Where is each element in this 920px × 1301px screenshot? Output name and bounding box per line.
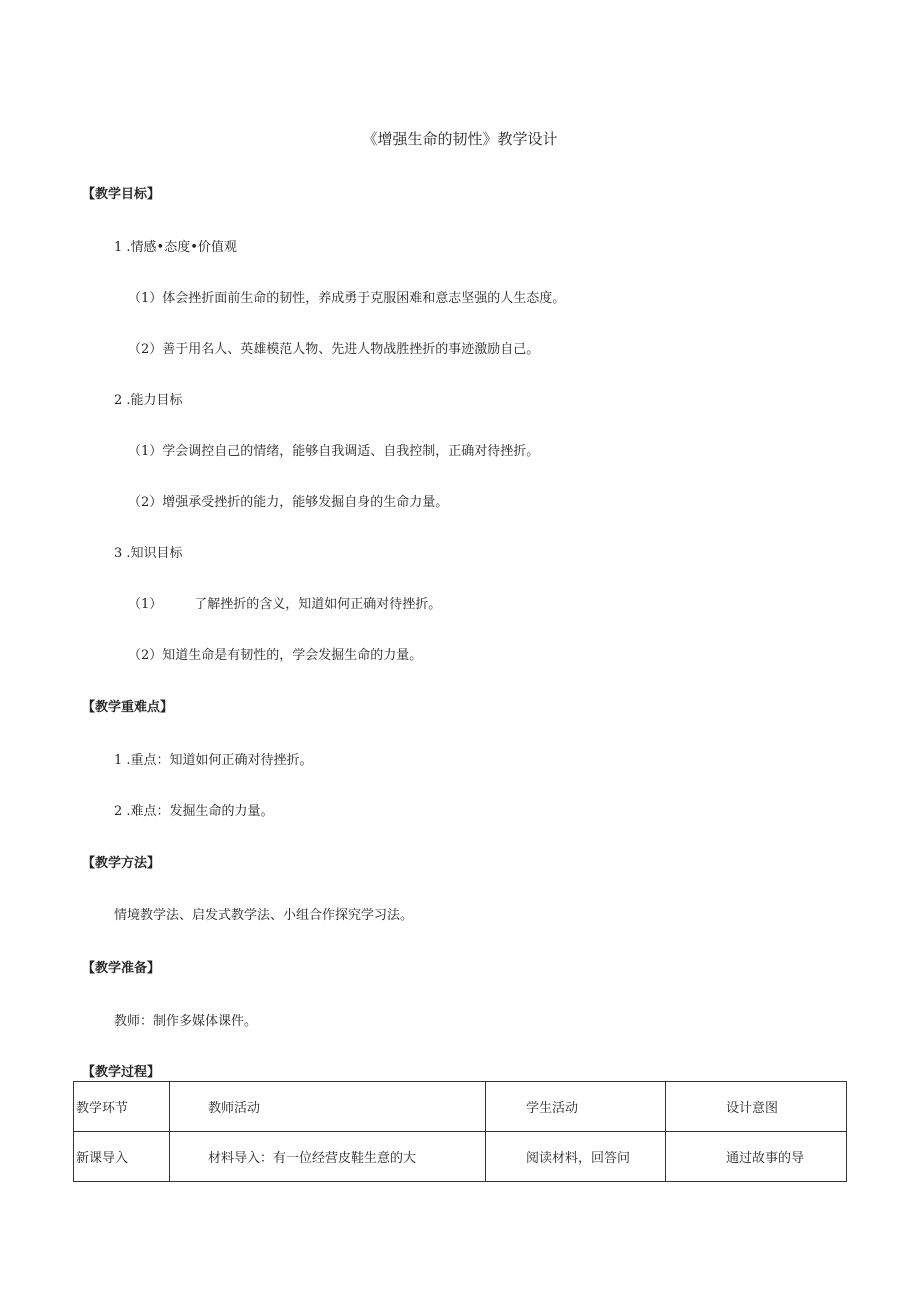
section-heading-methods: 【教学方法】 [82,856,161,871]
column-header: 教师活动 [170,1082,486,1132]
table-cell: 新课导入 [74,1132,170,1182]
objective-item: （1）学会调控自己的情绪，能够自我调适、自我控制，正确对待挫折。 [128,444,540,459]
objective-item: （1）体会挫折面前生命的韧性，养成勇于克服困难和意志坚强的人生态度。 [128,291,566,306]
objective-item: （2）知道生命是有韧性的，学会发掘生命的力量。 [128,648,423,663]
key-point-item: 1 .重点：知道如何正确对待挫折。 [114,753,313,768]
objective-group-label: 3 .知识目标 [114,546,183,561]
objective-group-label: 2 .能力目标 [114,393,183,408]
section-heading-objectives: 【教学目标】 [82,187,161,202]
table-row [74,1132,847,1182]
methods-text: 情境教学法、启发式教学法、小组合作探究学习法。 [114,908,414,923]
objective-item-text: 了解挫折的含义，知道如何正确对待挫折。 [194,597,442,612]
objective-item: （2）善于用名人、英雄模范人物、先进人物战胜挫折的事迹激励自己。 [128,342,540,357]
section-heading-key-points: 【教学重难点】 [82,700,174,715]
table-cell: 通过故事的导 [666,1132,847,1182]
objective-item: （2）增强承受挫折的能力，能够发掘自身的生命力量。 [128,495,449,510]
column-header: 教学环节 [74,1082,170,1132]
page-title: 《增强生命的韧性》教学设计 [362,130,558,148]
column-header: 设计意图 [666,1082,847,1132]
column-header: 学生活动 [486,1082,666,1132]
table-cell: 材料导入：有一位经营皮鞋生意的大 [170,1132,486,1182]
process-table [73,1081,847,1182]
key-point-item: 2 .难点：发掘生命的力量。 [114,804,274,819]
preparation-text: 教师：制作多媒体课件。 [114,1014,258,1029]
table-cell: 阅读材料，回答问 [486,1132,666,1182]
table-header-row [74,1082,847,1132]
section-heading-preparation: 【教学准备】 [82,961,161,976]
objective-item-number: （1） [128,597,163,612]
objective-item [128,593,441,612]
section-heading-process: 【教学过程】 [82,1065,161,1080]
objective-group-label: 1 .情感•态度•价值观 [114,240,237,255]
